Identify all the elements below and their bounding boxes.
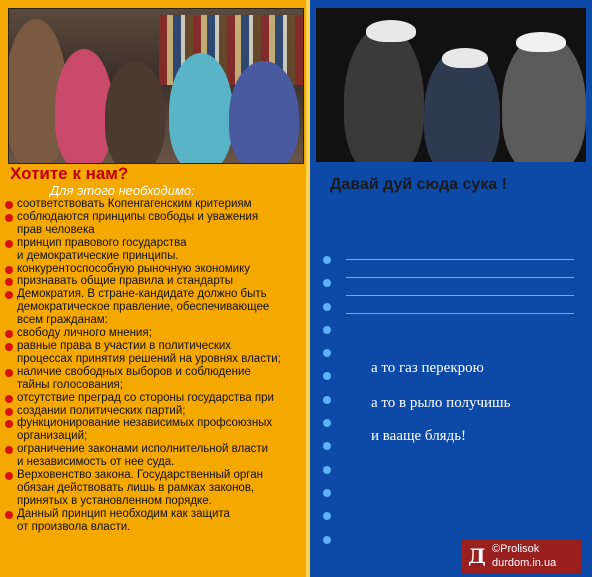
criteria-item: свободу личного мнения; bbox=[4, 327, 320, 340]
criteria-item: равные права в участии в политических процессах принятия решений на уровнях власти; bbox=[4, 340, 320, 366]
bullet-dot-icon bbox=[323, 372, 331, 380]
bullet-dot-icon bbox=[5, 291, 13, 299]
right-title: Давай дуй сюда сука ! bbox=[330, 176, 507, 193]
bullet-dot-icon bbox=[5, 266, 13, 274]
cap-icon bbox=[442, 48, 488, 68]
three-guys-photo bbox=[316, 8, 586, 162]
left-subtitle: Для этого необходимо: bbox=[50, 183, 195, 198]
criteria-item: функционирование независимых профсоюзных организаций; bbox=[4, 417, 320, 443]
bullet-dot-icon bbox=[5, 278, 13, 286]
ruled-line bbox=[346, 313, 574, 314]
guy-figure bbox=[344, 26, 424, 162]
dot-column bbox=[323, 256, 335, 559]
bullet-dot-icon bbox=[5, 395, 13, 403]
bullet-dot-icon bbox=[323, 396, 331, 404]
criteria-item: конкурентоспособную рыночную экономику bbox=[4, 263, 320, 276]
bullet-dot-icon bbox=[5, 330, 13, 338]
criteria-item: соответствовать Копенгагенским критериям bbox=[4, 198, 320, 211]
message-line-1: а то газ перекрою bbox=[371, 360, 484, 376]
bullet-dot-icon bbox=[323, 466, 331, 474]
bullet-dot-icon bbox=[323, 279, 331, 287]
criteria-item: Демократия. В стране-кандидате должно быть демократическое правление, обеспечивающее всем гражданам: bbox=[4, 288, 320, 327]
criteria-item: ограничение законами исполнительной власти и независимость от нее суда. bbox=[4, 443, 320, 469]
student-figure bbox=[55, 49, 113, 164]
bullet-dot-icon bbox=[5, 201, 13, 209]
bullet-dot-icon bbox=[5, 420, 13, 428]
bullet-dot-icon bbox=[323, 536, 331, 544]
criteria-item: отсутствие преград со стороны государства при bbox=[4, 392, 320, 405]
watermark-site: durdom.in.ua bbox=[492, 557, 557, 569]
bullet-dot-icon bbox=[323, 419, 331, 427]
message-line-3: и вааще блядь! bbox=[371, 428, 467, 444]
bullet-dot-icon bbox=[5, 343, 13, 351]
bullet-dot-icon bbox=[323, 349, 331, 357]
bullet-dot-icon bbox=[5, 511, 13, 519]
bullet-dot-icon bbox=[5, 240, 13, 248]
bullet-dot-icon bbox=[323, 512, 331, 520]
guy-figure bbox=[502, 34, 586, 162]
students-photo bbox=[8, 8, 304, 164]
bullet-dot-icon bbox=[5, 446, 13, 454]
ruled-lines bbox=[346, 259, 574, 331]
bullet-dot-icon bbox=[5, 214, 13, 222]
criteria-item: Данный принцип необходим как защита от произвола власти. bbox=[4, 508, 320, 534]
bullet-dot-icon bbox=[323, 303, 331, 311]
criteria-item: наличие свободных выборов и соблюдение тайны голосования; bbox=[4, 366, 320, 392]
message-line-2: а то в рыло получишь bbox=[371, 395, 511, 411]
ruled-line bbox=[346, 295, 574, 296]
bullet-dot-icon bbox=[5, 472, 13, 480]
cap-icon bbox=[366, 20, 416, 42]
criteria-item: признавать общие правила и стандарты bbox=[4, 275, 320, 288]
criteria-item: принцип правового государства и демократические принципы. bbox=[4, 237, 320, 263]
criteria-item: соблюдаются принципы свободы и уважения прав человека bbox=[4, 211, 320, 237]
bullet-dot-icon bbox=[323, 256, 331, 264]
bullet-dot-icon bbox=[5, 408, 13, 416]
watermark-author: ©Prolisok bbox=[492, 543, 540, 555]
bullet-dot-icon bbox=[323, 442, 331, 450]
ruled-line bbox=[346, 277, 574, 278]
site-watermark bbox=[462, 540, 582, 573]
criteria-list bbox=[4, 198, 320, 534]
student-figure bbox=[229, 61, 299, 164]
bullet-dot-icon bbox=[5, 369, 13, 377]
cap-icon bbox=[516, 32, 566, 52]
bullet-dot-icon bbox=[323, 489, 331, 497]
student-figure bbox=[169, 53, 233, 164]
site-logo-icon: Д bbox=[468, 544, 486, 568]
student-figure bbox=[105, 61, 165, 164]
bullet-dot-icon bbox=[323, 326, 331, 334]
ruled-line bbox=[346, 259, 574, 260]
criteria-item: создании политических партий; bbox=[4, 405, 320, 418]
left-title: Хотите к нам? bbox=[10, 164, 129, 183]
criteria-item: Верховенство закона. Государственный орган обязан действовать лишь в рамках законов, принятых в установленном порядке. bbox=[4, 469, 320, 508]
